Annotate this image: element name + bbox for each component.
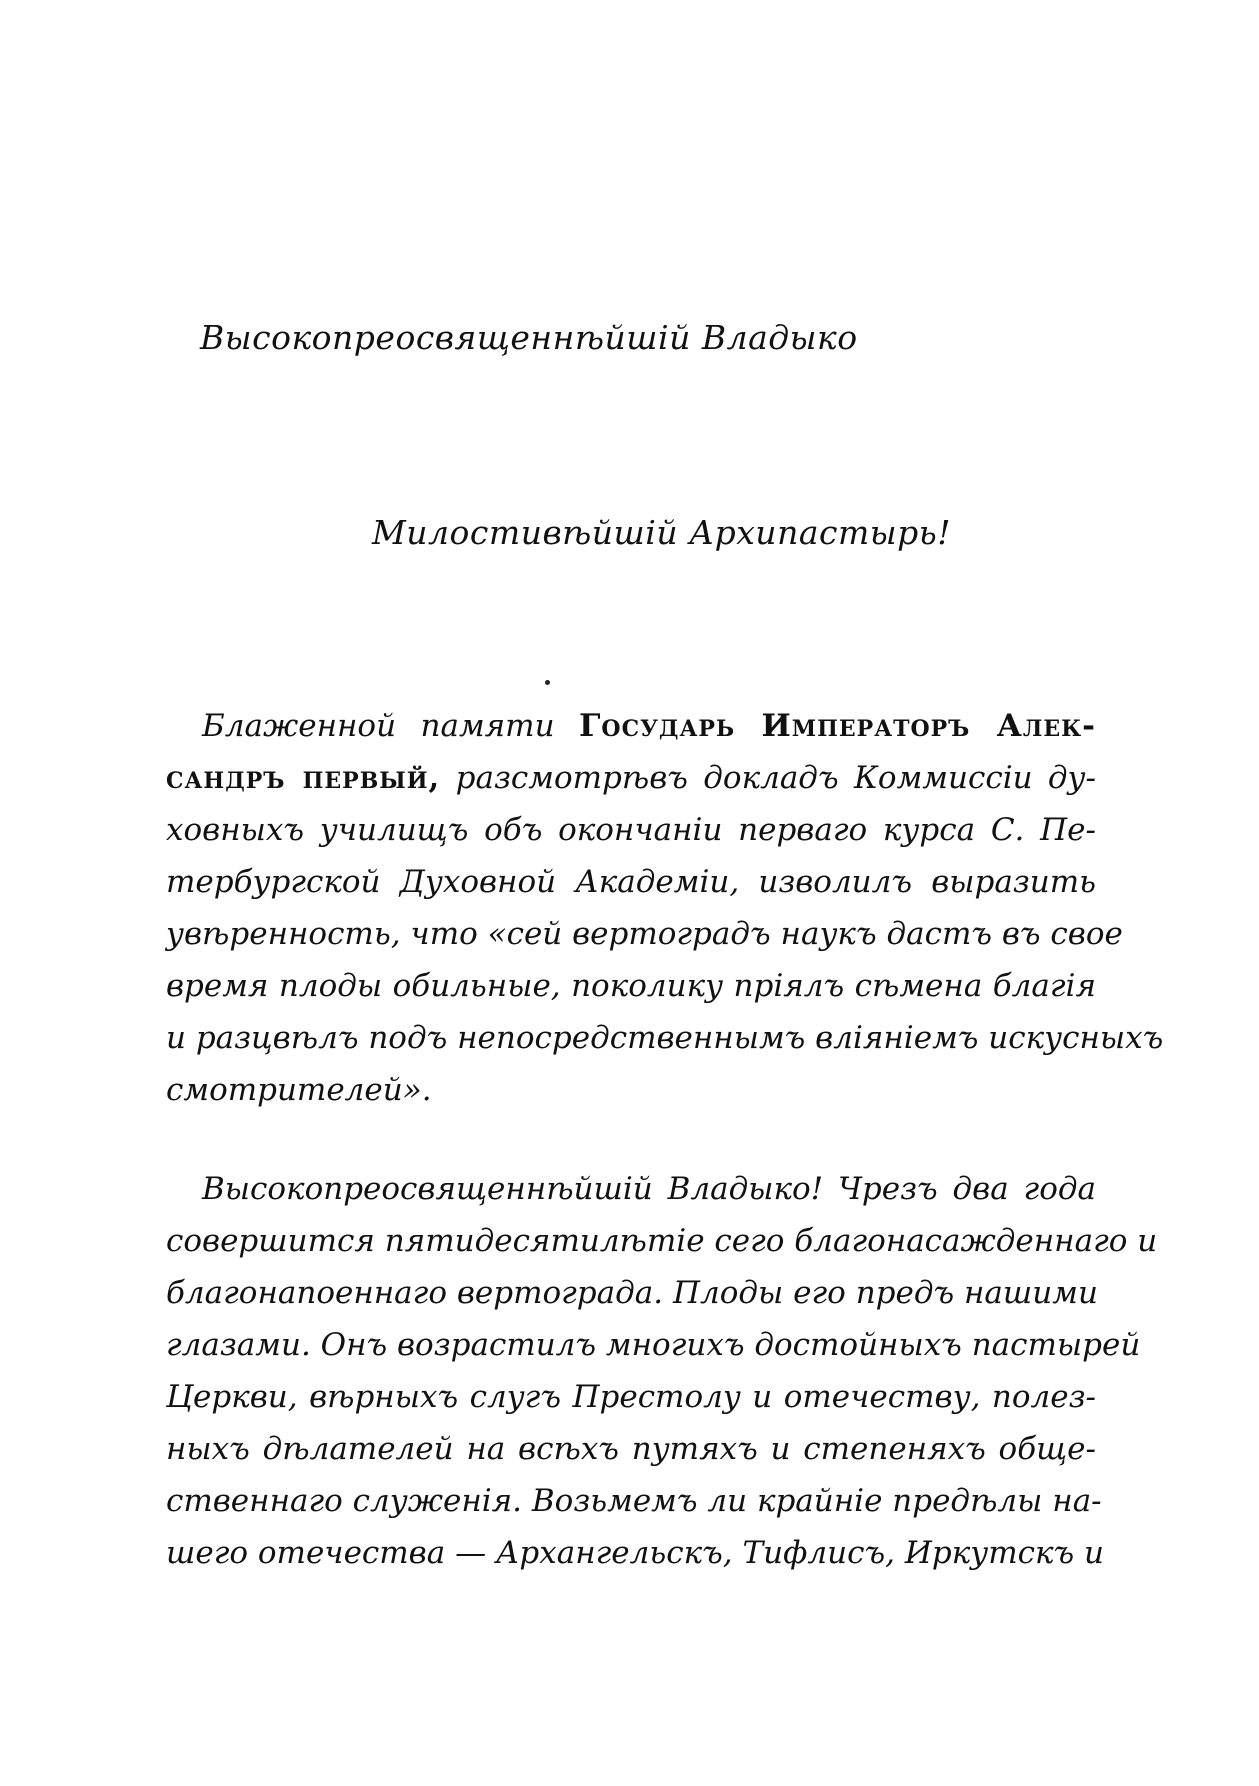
paragraph-2-line-8: шего отечества — Архангельскъ, Тифлисъ, Иркутскъ и xyxy=(166,1535,1104,1571)
paragraph-2-line-5: Церкви, вѣрныхъ слугъ Престолу и отечеству, полез- xyxy=(166,1379,1096,1415)
paragraph-1-line-1 xyxy=(166,700,1096,752)
paragraph-1-line-8: смотрителей». xyxy=(166,1072,432,1108)
print-mark xyxy=(545,680,550,685)
paragraph-2-line-3: благонапоеннаго вертограда. Плоды его предъ нашими xyxy=(166,1275,1098,1311)
address-heading: Милостивѣйшій Архипастырь! xyxy=(372,513,951,552)
paragraph-1-line-5: увѣренность, что «сей вертоградъ наукъ дастъ въ свое xyxy=(166,916,1123,952)
paragraph-2 xyxy=(166,1163,1158,1579)
paragraph-1-line-1-italic: Блаженной памяти xyxy=(202,708,555,744)
paragraph-2-line-1: Высокопреосвященнѣйшій Владыко! Чрезъ два года xyxy=(202,1171,1096,1207)
paragraph-1-line-4: тербургской Духовной Академіи, изволилъ выразить xyxy=(166,864,1096,900)
paragraph-1-line-2-italic: разсмотрѣвъ докладъ Коммиссіи ду- xyxy=(455,760,1097,796)
paragraph-1-line-6: время плоды обильные, поколику пріялъ сѣмена благія xyxy=(166,968,1096,1004)
paragraph-2-line-2: совершится пятидесятилѣтіе сего благонасажденнаго и xyxy=(166,1223,1158,1259)
paragraph-2-line-6: ныхъ дѣлателей на всѣхъ путяхъ и степеняхъ обще- xyxy=(166,1431,1096,1467)
paragraph-2-line-7: ственнаго служенія. Возьмемъ ли крайніе предѣлы на- xyxy=(166,1483,1102,1519)
salutation-heading: Высокопреосвященнѣйшій Владыко xyxy=(200,318,858,357)
paragraph-1-line-2-title: сандръ первый, xyxy=(166,760,441,796)
paragraph-1-line-7: и разцвѣлъ подъ непосредственнымъ вліяніемъ искусныхъ xyxy=(166,1020,1164,1056)
paragraph-1-line-2 xyxy=(166,752,1096,804)
paragraph-1-line-3: ховныхъ училищъ объ окончаніи перваго курса С. Пе- xyxy=(166,812,1096,848)
paragraph-2-line-4: глазами. Онъ возрастилъ многихъ достойныхъ пастырей xyxy=(166,1327,1141,1363)
paragraph-1-line-1-title: Государь Императоръ Алек- xyxy=(579,708,1096,744)
paragraph-1 xyxy=(166,700,1164,1116)
